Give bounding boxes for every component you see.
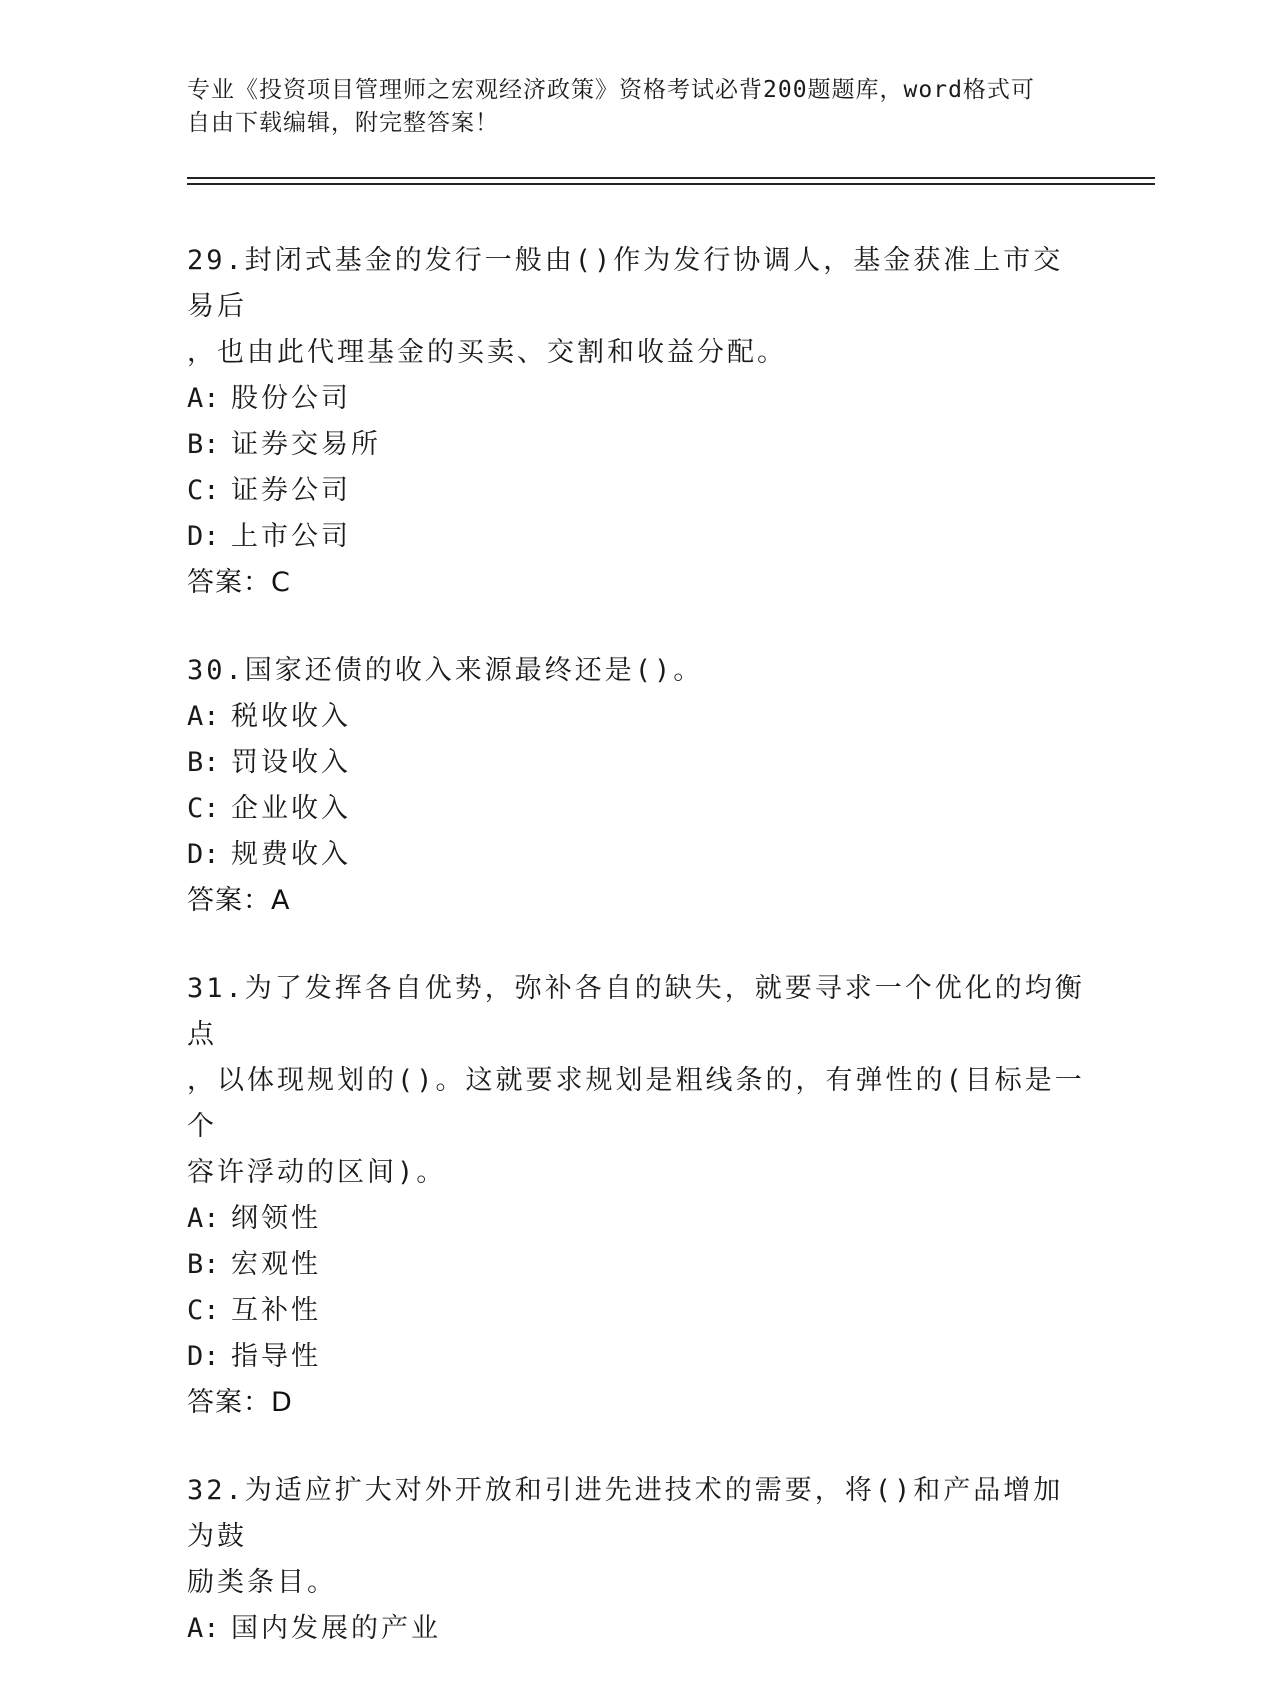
question-31 <box>187 966 1087 1426</box>
option-b <box>187 740 1087 786</box>
option-letter: A: <box>187 701 220 732</box>
option-letter: B: <box>187 747 220 778</box>
header-title-line-1: 专业《投资项目管理师之宏观经济政策》资格考试必背200题题库，word格式可 <box>187 77 1035 103</box>
option-text: 上市公司 <box>231 521 351 552</box>
header-divider-bottom <box>187 183 1155 185</box>
option-letter: A: <box>187 383 220 414</box>
option-letter: D: <box>187 839 220 870</box>
answer-label: 答案：C <box>187 567 291 598</box>
option-text: 规费收入 <box>231 839 351 870</box>
option-a <box>187 376 1087 422</box>
option-letter: B: <box>187 1249 220 1280</box>
answer-label: 答案：D <box>187 1387 293 1418</box>
question-text: 容许浮动的区间)。 <box>187 1157 447 1188</box>
question-text: 励类条目。 <box>187 1567 337 1598</box>
question-text: 31.为了发挥各自优势，弥补各自的缺失，就要寻求一个优化的均衡点 <box>187 973 1085 1050</box>
option-text: 证券公司 <box>231 475 351 506</box>
answer-label: 答案：A <box>187 885 291 916</box>
option-text: 税收收入 <box>231 701 351 732</box>
question-text: 29.封闭式基金的发行一般由()作为发行协调人，基金获准上市交易后 <box>187 245 1064 322</box>
option-text: 企业收入 <box>231 793 351 824</box>
question-text: 30.国家还债的收入来源最终还是()。 <box>187 655 704 686</box>
option-text: 纲领性 <box>231 1203 321 1234</box>
option-text: 指导性 <box>231 1341 321 1372</box>
option-d <box>187 1334 1087 1380</box>
header-title-line-2: 自由下载编辑，附完整答案！ <box>187 110 499 136</box>
option-c <box>187 786 1087 832</box>
header-divider-top <box>187 177 1155 179</box>
option-a <box>187 694 1087 740</box>
option-letter: A: <box>187 1203 220 1234</box>
option-letter: C: <box>187 475 220 506</box>
option-a <box>187 1196 1087 1242</box>
option-d <box>187 832 1087 878</box>
option-letter: C: <box>187 1295 220 1326</box>
option-text: 证券交易所 <box>231 429 381 460</box>
option-letter: C: <box>187 793 220 824</box>
option-text: 股份公司 <box>231 383 351 414</box>
option-c <box>187 468 1087 514</box>
question-32 <box>187 1468 1087 1652</box>
option-letter: D: <box>187 521 220 552</box>
question-list <box>187 238 1087 1694</box>
question-text: ，以体现规划的()。这就要求规划是粗线条的，有弹性的(目标是一个 <box>187 1065 1085 1142</box>
question-29 <box>187 238 1087 606</box>
option-text: 国内发展的产业 <box>231 1613 441 1644</box>
option-text: 互补性 <box>231 1295 321 1326</box>
option-b <box>187 422 1087 468</box>
question-text: 32.为适应扩大对外开放和引进先进技术的需要，将()和产品增加为鼓 <box>187 1475 1064 1552</box>
option-d <box>187 514 1087 560</box>
option-letter: D: <box>187 1341 220 1372</box>
option-a <box>187 1606 1087 1652</box>
option-c <box>187 1288 1087 1334</box>
question-text: ，也由此代理基金的买卖、交割和收益分配。 <box>187 337 787 368</box>
option-b <box>187 1242 1087 1288</box>
option-letter: A: <box>187 1613 220 1644</box>
option-letter: B: <box>187 429 220 460</box>
document-header <box>187 74 1067 140</box>
option-text: 罚设收入 <box>231 747 351 778</box>
option-text: 宏观性 <box>231 1249 321 1280</box>
question-30 <box>187 648 1087 924</box>
